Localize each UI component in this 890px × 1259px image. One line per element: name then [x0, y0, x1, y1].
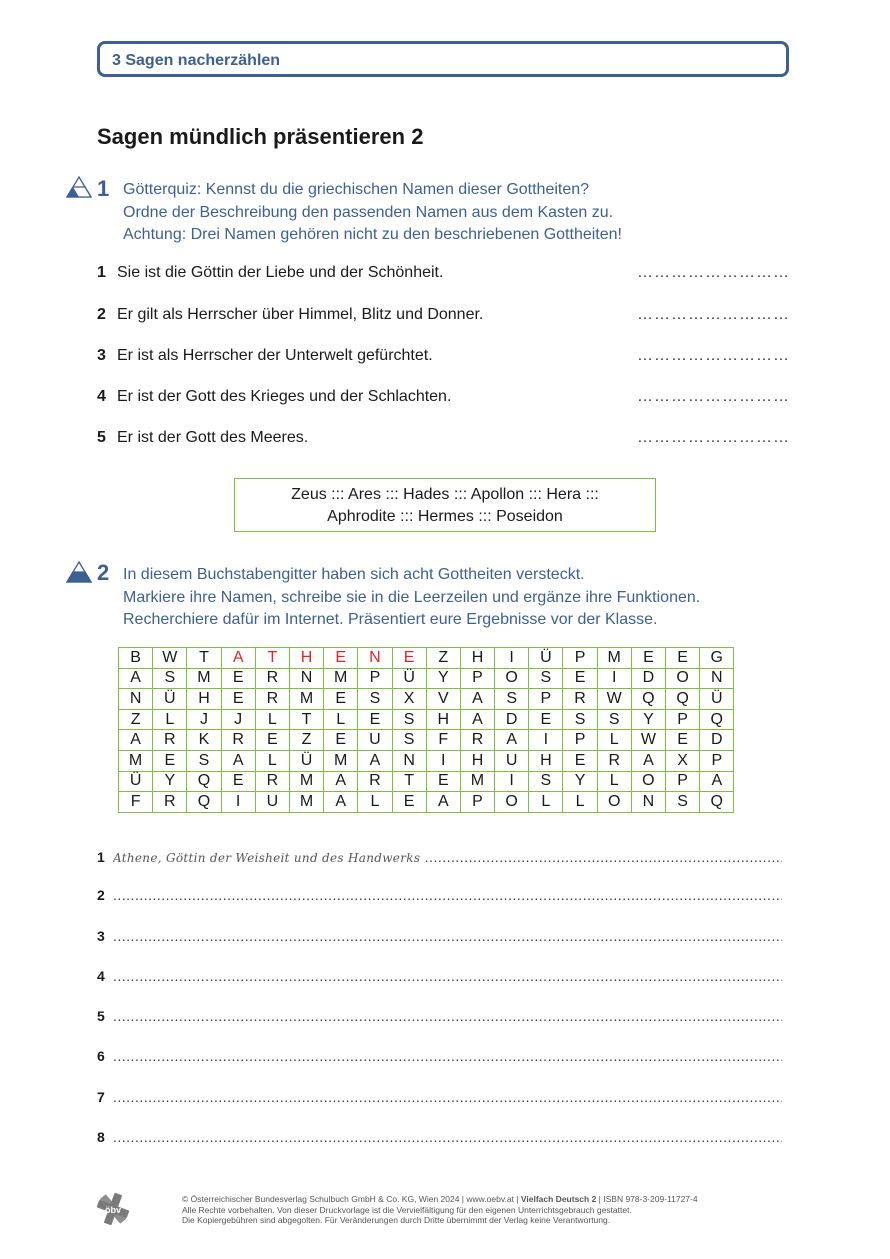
answer-number: 8 — [97, 1129, 105, 1145]
grid-cell[interactable]: R — [597, 750, 631, 771]
grid-cell[interactable]: P — [700, 750, 734, 771]
grid-cell[interactable]: Ü — [289, 750, 323, 771]
grid-cell[interactable]: R — [153, 730, 187, 751]
grid-cell[interactable]: I — [529, 730, 563, 751]
answer-row — [97, 849, 782, 869]
grid-cell[interactable]: E — [255, 730, 289, 751]
answer-line[interactable] — [113, 968, 782, 984]
grid-cell[interactable]: S — [666, 792, 700, 813]
grid-cell[interactable]: A — [700, 771, 734, 792]
instruction-line: Achtung: Drei Namen gehören nicht zu den beschriebenen Gottheiten! — [123, 226, 622, 243]
grid-cell[interactable]: X — [666, 750, 700, 771]
grid-cell[interactable]: P — [563, 648, 597, 669]
grid-cell[interactable]: Q — [631, 689, 665, 710]
answer-number: 1 — [97, 849, 105, 865]
grid-cell[interactable]: N — [289, 668, 323, 689]
question-row — [97, 388, 790, 406]
answer-row — [97, 1048, 782, 1068]
grid-cell[interactable]: W — [153, 648, 187, 669]
exercise-1-number: 1 — [97, 176, 110, 201]
name-box-line: Zeus ::: Ares ::: Hades ::: Apollon ::: Hera ::: — [291, 486, 599, 503]
grid-cell[interactable]: R — [563, 689, 597, 710]
grid-cell[interactable]: E — [666, 648, 700, 669]
grid-cell[interactable]: X — [392, 689, 426, 710]
grid-cell[interactable]: L — [255, 750, 289, 771]
name-box — [234, 478, 656, 532]
grid-cell[interactable]: E — [392, 648, 426, 669]
grid-cell[interactable]: E — [631, 648, 665, 669]
grid-cell[interactable]: I — [221, 792, 255, 813]
grid-cell[interactable]: I — [426, 750, 460, 771]
answer-number: 7 — [97, 1089, 105, 1105]
answer-row — [97, 928, 782, 948]
oebv-logo-icon — [96, 1192, 130, 1226]
grid-cell[interactable]: G — [700, 648, 734, 669]
grid-cell[interactable]: Q — [700, 709, 734, 730]
difficulty-triangle-icon — [66, 561, 92, 583]
grid-cell[interactable]: J — [221, 709, 255, 730]
grid-cell[interactable]: P — [460, 792, 494, 813]
grid-cell[interactable]: U — [495, 750, 529, 771]
grid-cell[interactable]: H — [426, 709, 460, 730]
grid-row — [119, 648, 734, 669]
grid-cell[interactable]: Q — [700, 792, 734, 813]
grid-row — [119, 689, 734, 710]
footer — [182, 1194, 698, 1226]
question-number: 5 — [97, 429, 106, 446]
page-title: Sagen mündlich präsentieren 2 — [97, 124, 424, 149]
grid-cell[interactable]: T — [392, 771, 426, 792]
grid-cell[interactable]: J — [187, 709, 221, 730]
grid-cell[interactable]: L — [153, 709, 187, 730]
grid-cell[interactable]: U — [358, 730, 392, 751]
grid-cell[interactable]: H — [187, 689, 221, 710]
grid-cell[interactable]: K — [187, 730, 221, 751]
grid-cell[interactable]: N — [700, 668, 734, 689]
answer-line[interactable] — [113, 928, 782, 944]
grid-cell[interactable]: H — [460, 750, 494, 771]
grid-cell[interactable]: E — [324, 648, 358, 669]
answer-line[interactable] — [113, 849, 782, 865]
grid-cell[interactable]: E — [426, 771, 460, 792]
grid-cell[interactable]: B — [119, 648, 153, 669]
grid-cell[interactable]: S — [529, 771, 563, 792]
grid-cell[interactable]: A — [460, 689, 494, 710]
grid-cell[interactable]: Ü — [700, 689, 734, 710]
grid-cell[interactable]: D — [495, 709, 529, 730]
grid-cell[interactable]: O — [631, 771, 665, 792]
grid-cell[interactable]: Q — [187, 792, 221, 813]
answer-number: 2 — [97, 887, 105, 903]
instruction-line: In diesem Buchstabengitter haben sich acht Gottheiten versteckt. — [123, 566, 585, 583]
instruction-line: Recherchiere dafür im Internet. Präsentiert eure Ergebnisse vor der Klasse. — [123, 611, 658, 628]
grid-cell[interactable]: L — [324, 709, 358, 730]
grid-cell[interactable]: L — [529, 792, 563, 813]
grid-cell[interactable]: Ü — [153, 689, 187, 710]
exercise-2-number: 2 — [97, 560, 110, 585]
grid-cell[interactable]: Ü — [529, 648, 563, 669]
grid-cell[interactable]: U — [255, 792, 289, 813]
instruction-line: Ordne der Beschreibung den passenden Namen aus dem Kasten zu. — [123, 203, 614, 221]
grid-cell[interactable]: F — [426, 730, 460, 751]
grid-row — [119, 792, 734, 813]
grid-cell[interactable]: P — [358, 668, 392, 689]
grid-cell[interactable]: R — [255, 689, 289, 710]
question-text: Er gilt als Herrscher über Himmel, Blitz und Donner. — [117, 306, 484, 323]
answer-number: 5 — [97, 1008, 105, 1024]
instruction-line: Markiere ihre Namen, schreibe sie in die Leerzeilen und ergänze ihre Funktionen. — [123, 588, 701, 606]
grid-cell[interactable]: M — [289, 792, 323, 813]
grid-cell[interactable]: A — [631, 750, 665, 771]
grid-cell[interactable]: E — [221, 668, 255, 689]
footer-line-3: Die Kopiergebühren sind abgegolten. Für Veränderungen durch Dritte übernimmt der Verlag keine Verantwortung. — [182, 1215, 611, 1225]
grid-cell[interactable]: A — [495, 730, 529, 751]
grid-cell[interactable]: L — [358, 792, 392, 813]
difficulty-triangle-icon — [66, 176, 92, 198]
grid-cell[interactable]: S — [358, 689, 392, 710]
question-row — [97, 347, 790, 365]
grid-cell[interactable]: Ü — [119, 771, 153, 792]
grid-cell[interactable]: E — [666, 730, 700, 751]
grid-cell[interactable]: P — [563, 730, 597, 751]
question-row — [97, 429, 790, 447]
question-row — [97, 306, 790, 324]
grid-cell[interactable]: E — [153, 750, 187, 771]
grid-cell[interactable]: H — [460, 648, 494, 669]
grid-cell[interactable]: A — [221, 750, 255, 771]
grid-cell[interactable]: R — [460, 730, 494, 751]
chapter-header — [97, 41, 789, 77]
answer-number: 4 — [97, 968, 105, 984]
grid-cell[interactable]: N — [392, 750, 426, 771]
grid-cell[interactable]: W — [597, 689, 631, 710]
grid-cell[interactable]: Q — [666, 689, 700, 710]
grid-cell[interactable]: I — [495, 648, 529, 669]
question-row — [97, 264, 790, 282]
grid-cell[interactable]: M — [289, 689, 323, 710]
answer-line[interactable] — [113, 1129, 782, 1145]
grid-row — [119, 730, 734, 751]
grid-cell[interactable]: S — [153, 668, 187, 689]
question-text: Sie ist die Göttin der Liebe und der Schönheit. — [117, 264, 444, 281]
grid-cell[interactable]: S — [495, 689, 529, 710]
answer-blank[interactable]: ……………………… — [637, 429, 790, 446]
grid-cell[interactable]: M — [597, 648, 631, 669]
question-text: Er ist der Gott des Meeres. — [117, 429, 309, 446]
grid-cell[interactable]: E — [221, 771, 255, 792]
grid-cell[interactable]: S — [529, 668, 563, 689]
grid-cell[interactable]: S — [392, 709, 426, 730]
grid-cell[interactable]: O — [495, 668, 529, 689]
exercise-2-instructions — [123, 564, 700, 632]
answer-line[interactable] — [113, 1008, 782, 1024]
grid-cell[interactable]: S — [392, 730, 426, 751]
answer-blank[interactable]: ……………………… — [637, 388, 790, 405]
grid-row — [119, 771, 734, 792]
letter-grid[interactable] — [118, 647, 734, 813]
grid-cell[interactable]: Z — [119, 709, 153, 730]
grid-cell[interactable]: Y — [631, 709, 665, 730]
grid-cell[interactable]: A — [221, 648, 255, 669]
question-number: 4 — [97, 388, 106, 405]
grid-cell[interactable]: L — [255, 709, 289, 730]
answer-line[interactable] — [113, 1089, 782, 1105]
grid-cell[interactable]: P — [666, 709, 700, 730]
grid-cell[interactable]: D — [631, 668, 665, 689]
answer-blank[interactable]: ……………………… — [637, 347, 790, 364]
grid-cell[interactable]: R — [255, 668, 289, 689]
grid-cell[interactable]: R — [255, 771, 289, 792]
grid-cell[interactable]: D — [700, 730, 734, 751]
grid-cell[interactable]: A — [119, 730, 153, 751]
grid-cell[interactable]: A — [358, 750, 392, 771]
grid-cell[interactable]: S — [563, 709, 597, 730]
footer-line-1: © Österreichischer Bundesverlag Schulbuch GmbH & Co. KG, Wien 2024 | www.oebv.at | Vielfach Deutsch 2 | ISBN 978-3-209-11727-4 — [182, 1194, 698, 1204]
grid-cell[interactable]: O — [666, 668, 700, 689]
grid-cell[interactable]: R — [358, 771, 392, 792]
grid-cell[interactable]: A — [324, 792, 358, 813]
grid-cell[interactable]: I — [597, 668, 631, 689]
grid-cell[interactable]: A — [460, 709, 494, 730]
answer-line[interactable] — [113, 887, 782, 903]
grid-cell[interactable]: E — [324, 689, 358, 710]
grid-cell[interactable]: S — [597, 709, 631, 730]
grid-cell[interactable]: E — [563, 750, 597, 771]
grid-cell[interactable]: S — [187, 750, 221, 771]
example-answer: Athene, Göttin der Weisheit und des Handwerks — [113, 851, 421, 865]
answer-row — [97, 1089, 782, 1109]
grid-cell[interactable]: E — [324, 730, 358, 751]
chapter-title: 3 Sagen nacherzählen — [112, 52, 281, 69]
grid-row — [119, 709, 734, 730]
grid-cell[interactable]: R — [221, 730, 255, 751]
grid-cell[interactable]: T — [289, 709, 323, 730]
grid-cell[interactable]: L — [597, 730, 631, 751]
instruction-line: Götterquiz: Kennst du die griechischen Namen dieser Gottheiten? — [123, 181, 590, 198]
grid-cell[interactable]: M — [324, 668, 358, 689]
grid-cell[interactable]: W — [631, 730, 665, 751]
grid-cell[interactable]: R — [153, 792, 187, 813]
grid-cell[interactable]: A — [324, 771, 358, 792]
grid-cell[interactable]: H — [289, 648, 323, 669]
grid-cell[interactable]: N — [631, 792, 665, 813]
grid-cell[interactable]: P — [666, 771, 700, 792]
answer-row — [97, 968, 782, 988]
grid-cell[interactable]: A — [426, 792, 460, 813]
answer-row — [97, 1008, 782, 1028]
grid-cell[interactable]: L — [597, 771, 631, 792]
grid-cell[interactable]: F — [119, 792, 153, 813]
question-text: Er ist der Gott des Krieges und der Schlachten. — [117, 388, 452, 405]
grid-cell[interactable]: V — [426, 689, 460, 710]
question-number: 2 — [97, 306, 106, 323]
grid-cell[interactable]: M — [324, 750, 358, 771]
grid-cell[interactable]: N — [119, 689, 153, 710]
grid-cell[interactable]: E — [358, 709, 392, 730]
name-box-line: Aphrodite ::: Hermes ::: Poseidon — [327, 508, 563, 525]
grid-cell[interactable]: M — [460, 771, 494, 792]
grid-cell[interactable]: M — [119, 750, 153, 771]
grid-cell[interactable]: O — [597, 792, 631, 813]
grid-cell[interactable]: Y — [153, 771, 187, 792]
grid-cell[interactable]: Y — [426, 668, 460, 689]
answer-row — [97, 887, 782, 907]
grid-cell[interactable]: Z — [289, 730, 323, 751]
answer-number: 6 — [97, 1048, 105, 1064]
question-number: 1 — [97, 264, 106, 281]
answer-number: 3 — [97, 928, 105, 944]
answer-blank[interactable]: ……………………… — [637, 306, 790, 323]
grid-cell[interactable]: P — [460, 668, 494, 689]
grid-cell[interactable]: Ü — [392, 668, 426, 689]
answer-line[interactable] — [113, 1048, 782, 1064]
grid-cell[interactable]: M — [187, 668, 221, 689]
grid-cell[interactable]: T — [187, 648, 221, 669]
grid-cell[interactable]: Q — [187, 771, 221, 792]
grid-cell[interactable]: T — [255, 648, 289, 669]
footer-line-2: Alle Rechte vorbehalten. Von dieser Druckvorlage ist die Vervielfältigung für den eigenen Unterrichtsgebrauch gestattet. — [182, 1204, 632, 1215]
grid-row — [119, 750, 734, 771]
answer-row — [97, 1129, 782, 1149]
grid-cell[interactable]: Y — [563, 771, 597, 792]
exercise-1-instructions — [123, 179, 622, 247]
question-text: Er ist als Herrscher der Unterwelt gefürchtet. — [117, 347, 433, 364]
grid-cell[interactable]: A — [119, 668, 153, 689]
answer-blank[interactable]: ……………………… — [637, 264, 790, 281]
grid-cell[interactable]: O — [495, 792, 529, 813]
grid-cell[interactable]: Z — [426, 648, 460, 669]
grid-cell[interactable]: N — [358, 648, 392, 669]
grid-cell[interactable]: L — [563, 792, 597, 813]
grid-cell[interactable]: E — [563, 668, 597, 689]
logo-text: öbv — [104, 1205, 122, 1215]
grid-cell[interactable]: P — [529, 689, 563, 710]
grid-cell[interactable]: M — [289, 771, 323, 792]
grid-row — [119, 668, 734, 689]
question-number: 3 — [97, 347, 106, 364]
grid-cell[interactable]: I — [495, 771, 529, 792]
grid-cell[interactable]: H — [529, 750, 563, 771]
grid-cell[interactable]: E — [529, 709, 563, 730]
grid-cell[interactable]: E — [392, 792, 426, 813]
grid-cell[interactable]: E — [221, 689, 255, 710]
